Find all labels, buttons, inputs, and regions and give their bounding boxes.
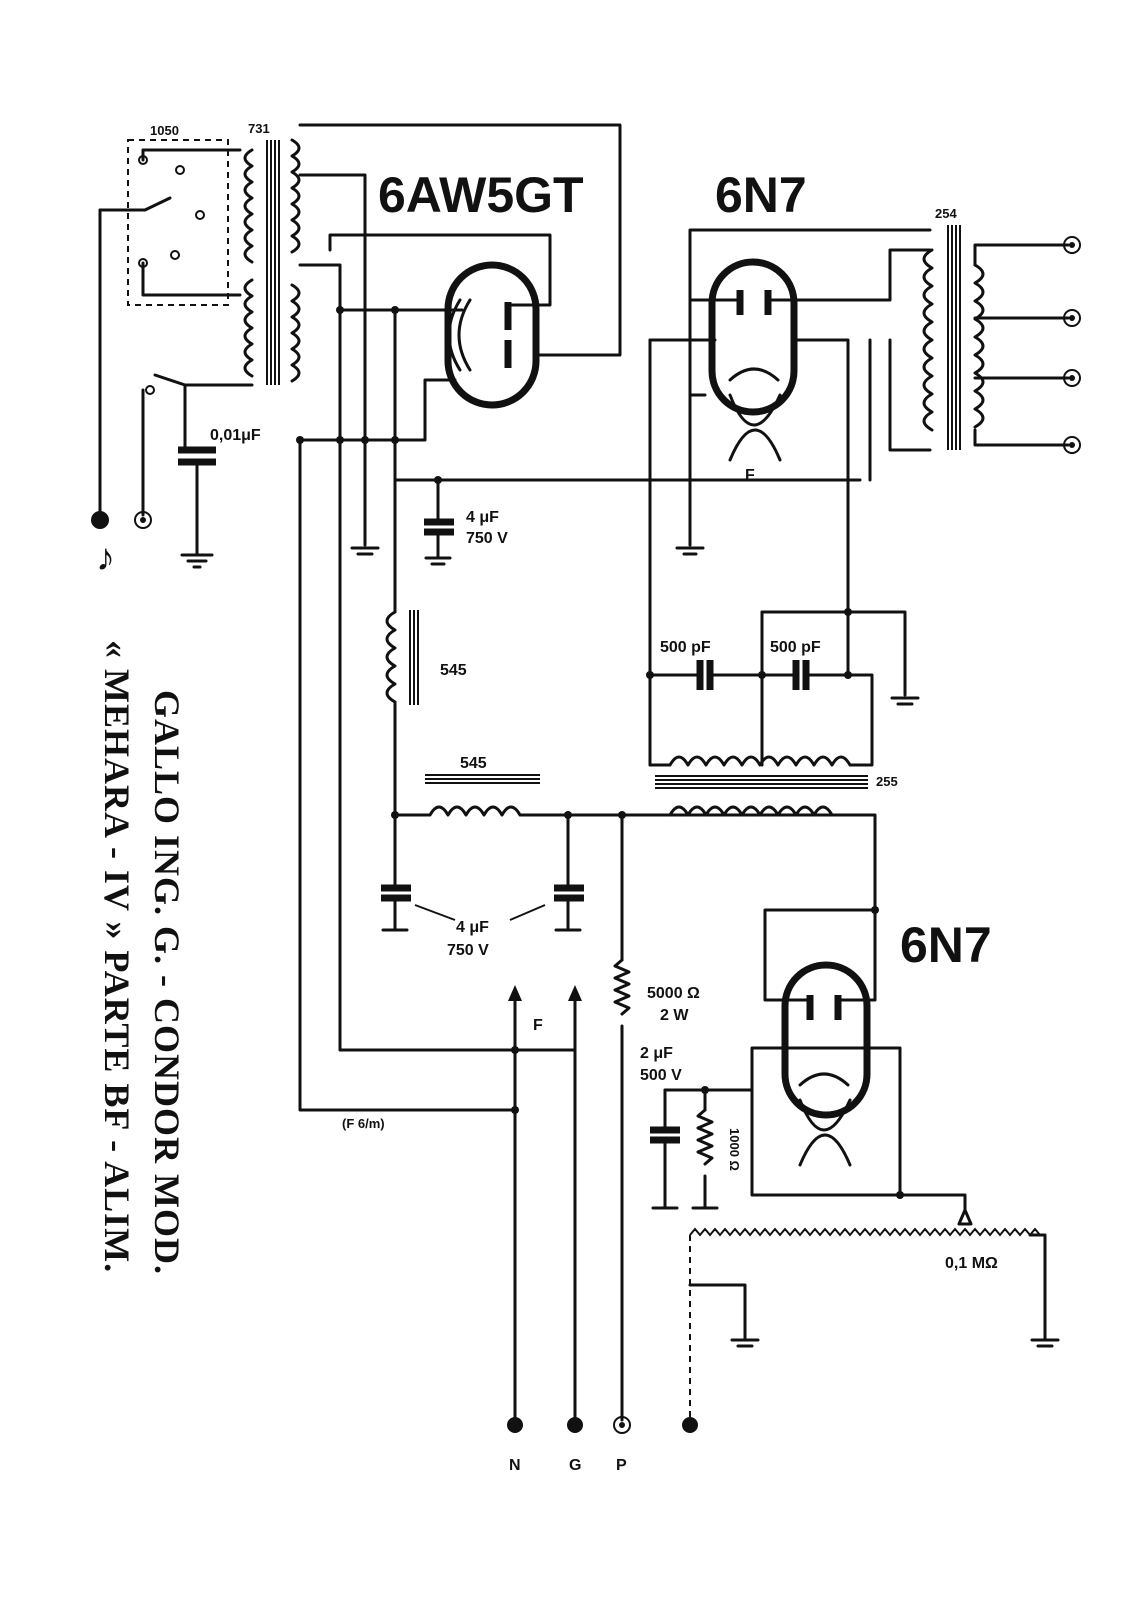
dropping-resistor-value: 5000 Ω [647, 985, 700, 1002]
volume-potentiometer [690, 1210, 1058, 1420]
output-transformer-label: 254 [935, 206, 957, 221]
cathode-resistor-label: 1000 Ω [727, 1128, 742, 1171]
power-transformer [146, 121, 299, 394]
driver-tube-label: 6N7 [715, 167, 807, 223]
heater-note: (F 6/m) [342, 1116, 385, 1131]
filter-capacitors-bottom [381, 815, 584, 959]
preamp-tube [785, 917, 992, 1165]
output-terminals [507, 1417, 698, 1474]
terminal-p: P [616, 1457, 627, 1474]
coupling-cap-2-label: 500 pF [770, 639, 821, 656]
schematic-title [97, 640, 187, 1275]
power-transformer-label: 731 [248, 121, 270, 136]
voltage-selector [100, 123, 240, 305]
dropping-resistor [615, 815, 700, 1420]
terminal-g: G [569, 1457, 582, 1474]
title-line-1: GALLO ING. G. - CONDOR MOD. [147, 690, 187, 1275]
cathode-network [640, 1045, 742, 1208]
filter-capacitor-top [424, 480, 508, 564]
mains-capacitor-label: 0,01μF [210, 427, 261, 444]
preamp-tube-label: 6N7 [900, 917, 992, 973]
driver-tube [712, 167, 807, 484]
choke-horizontal-label: 545 [460, 755, 487, 772]
rectifier-tube-label: 6AW5GT [378, 167, 584, 223]
coupling-cap-1-label: 500 pF [660, 639, 711, 656]
driver-filament-label: F [745, 467, 755, 484]
phono-symbol: ♪ [96, 537, 115, 579]
filter-cap-bottom-voltage: 750 V [447, 942, 489, 959]
output-transformer [924, 206, 1080, 453]
cathode-cap-voltage: 500 V [640, 1067, 682, 1084]
coupling-capacitors [650, 600, 918, 765]
rectifier-tube [378, 167, 584, 405]
cathode-cap-value: 2 μF [640, 1045, 673, 1062]
filter-cap-bottom-value: 4 μF [456, 919, 489, 936]
filter-cap-top-voltage: 750 V [466, 530, 508, 547]
dropping-resistor-power: 2 W [660, 1007, 689, 1024]
filter-cap-top-value: 4 μF [466, 509, 499, 526]
volume-pot-label: 0,1 MΩ [945, 1255, 998, 1272]
terminal-n: N [509, 1457, 521, 1474]
choke-vertical-label: 545 [440, 662, 467, 679]
interstage-transformer-label: 255 [876, 774, 898, 789]
title-line-2: « MEHARA - IV » PARTE BF - ALIM. [97, 640, 137, 1274]
mains-capacitor [178, 385, 261, 567]
heater-filament-label: F [533, 1017, 543, 1034]
voltage-selector-label: 1050 [150, 123, 179, 138]
